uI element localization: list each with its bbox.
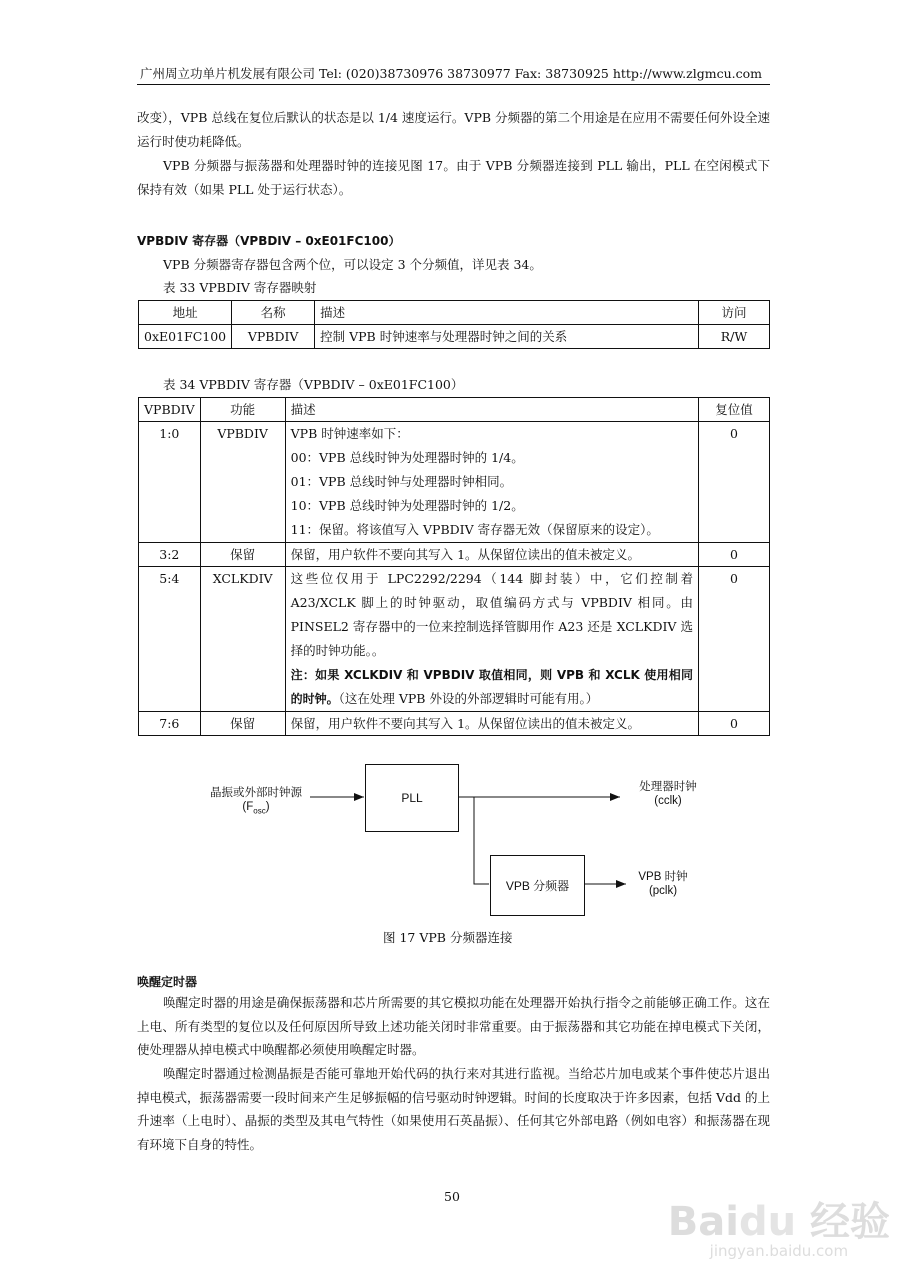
intro-paragraph-2: VPB 分频器与振荡器和处理器时钟的连接见图 17。由于 VPB 分频器连接到 PLL 输出，PLL 在空闲模式下保持有效（如果 PLL 处于运行状态）。 (137, 158, 770, 197)
table-header: 描述 (315, 301, 699, 325)
pclk-text: VPB 时钟 (638, 871, 688, 883)
cell-address: 0xE01FC100 (139, 325, 232, 349)
section-heading-vpbdiv: VPBDIV 寄存器（VPBDIV – 0xE01FC100） (137, 234, 401, 248)
cell-function: 保留 (200, 712, 285, 736)
section-text: VPB 分频器寄存器包含两个位，可以设定 3 个分频值，详见表 34。 (163, 257, 542, 272)
cclk-label (628, 780, 708, 808)
vpb-divider-box: VPB 分频器 (490, 855, 585, 916)
desc-line: 00：VPB 总线时钟为处理器时钟的 1/4。 (290, 450, 524, 465)
pll-box: PLL (365, 764, 459, 832)
cell-function: 保留 (200, 543, 285, 567)
cclk-sub: (cclk) (654, 795, 682, 807)
cell-access: R/W (699, 325, 770, 349)
cell-description: 保留，用户软件不要向其写入 1。从保留位读出的值未被定义。 (285, 543, 698, 567)
cell-reset: 0 (699, 543, 770, 567)
wakeup-paragraph-1: 唤醒定时器的用途是确保振荡器和芯片所需要的其它模拟功能在处理器开始执行指令之前能够正确工作。这在上电、所有类型的复位以及任何原因所导致上述功能关闭时非常重要。由于振荡器和其它功能在掉电模式下关闭，使处理器从掉电模式中唤醒都必须使用唤醒定时器。 (137, 995, 770, 1057)
cell-reset: 0 (699, 567, 770, 712)
cell-description: 控制 VPB 时钟速率与处理器时钟之间的关系 (315, 325, 699, 349)
desc-line: 10：VPB 总线时钟为处理器时钟的 1/2。 (290, 498, 524, 513)
branch-line (474, 797, 489, 884)
table34-caption: 表 34 VPBDIV 寄存器（VPBDIV – 0xE01FC100） (163, 377, 464, 392)
wakeup-paragraph-2: 唤醒定时器通过检测晶振是否能可靠地开始代码的执行来对其进行监视。当给芯片加电或某个事件使芯片退出掉电模式，振荡器需要一段时间来产生足够振幅的信号驱动时钟逻辑。时间的长度取决于许多因素，包括 Vdd 的上升速率（上电时）、晶振的类型及其电气特性（如果使用石英晶振）、任何其它外部电路（例如电容）和振荡器在现有环境下自身的特性。 (137, 1066, 770, 1152)
cell-description: 保留，用户软件不要向其写入 1。从保留位读出的值未被定义。 (285, 712, 698, 736)
section-heading-wakeup: 唤醒定时器 (137, 975, 198, 989)
table-header: 描述 (285, 398, 698, 422)
table-header: 功能 (200, 398, 285, 422)
pclk-sub: (pclk) (648, 885, 678, 897)
figure-caption: 图 17 VPB 分频器连接 (383, 930, 513, 945)
note-tail: （这在处理 VPB 外设的外部逻辑时可能有用。） (338, 691, 599, 706)
cell-bits: 7:6 (139, 712, 201, 736)
table-header: VPBDIV (139, 398, 201, 422)
table-header: 复位值 (699, 398, 770, 422)
desc-line: 11：保留。将该值写入 VPBDIV 寄存器无效（保留原来的设定）。 (290, 522, 659, 537)
intro-paragraph-1: 改变），VPB 总线在复位后默认的状态是以 1/4 速度运行。VPB 分频器的第二个用途是在应用不需要任何外设全速运行时使功耗降低。 (137, 110, 771, 149)
table33-caption: 表 33 VPBDIV 寄存器映射 (163, 280, 317, 295)
cell-bits: 1:0 (139, 422, 201, 543)
fosc-sub: osc (253, 806, 266, 816)
cell-function: XCLKDIV (200, 567, 285, 712)
input-label (196, 786, 316, 818)
page-number: 50 (444, 1189, 460, 1204)
cell-name: VPBDIV (232, 325, 315, 349)
cclk-text: 处理器时钟 (639, 781, 697, 793)
input-label-text: 晶振或外部时钟源 (210, 787, 302, 799)
cell-reset: 0 (699, 422, 770, 543)
note-bold: 注：如果 XCLKDIV 和 VPBDIV 取值相同，则 VPB 和 XCLK 使用相同的时钟。 (290, 668, 693, 706)
input-sub (196, 800, 316, 818)
fosc-end: ) (265, 801, 270, 813)
desc-line: 01：VPB 总线时钟与处理器时钟相同。 (290, 474, 513, 489)
pclk-label (628, 870, 698, 898)
desc-line: VPB 时钟速率如下： (290, 426, 409, 441)
table-header: 名称 (232, 301, 315, 325)
desc-text: 这些位仅用于 LPC2292/2294（144 脚封装）中，它们控制着 A23/XCLK 脚上的时钟驱动，取值编码方式与 VPBDIV 相同。由 PINSEL2 寄存器中的一位来控制选择管脚用作 A23 还是 XCLKDIV 选择的时钟功能。。 (290, 571, 693, 658)
cell-function: VPBDIV (200, 422, 285, 543)
cell-reset: 0 (699, 712, 770, 736)
fosc-f: (F (242, 801, 254, 813)
table-header: 访问 (699, 301, 770, 325)
cell-bits: 5:4 (139, 567, 201, 712)
table-header: 地址 (139, 301, 232, 325)
cell-bits: 3:2 (139, 543, 201, 567)
baidu-watermark-logo: Baidu 经验 jingyan.baidu.com (667, 1199, 890, 1260)
page-header: 广州周立功单片机发展有限公司 Tel: (020)38730976 38730977 Fax: 38730925 http://www.zlgmcu.com (140, 66, 762, 81)
